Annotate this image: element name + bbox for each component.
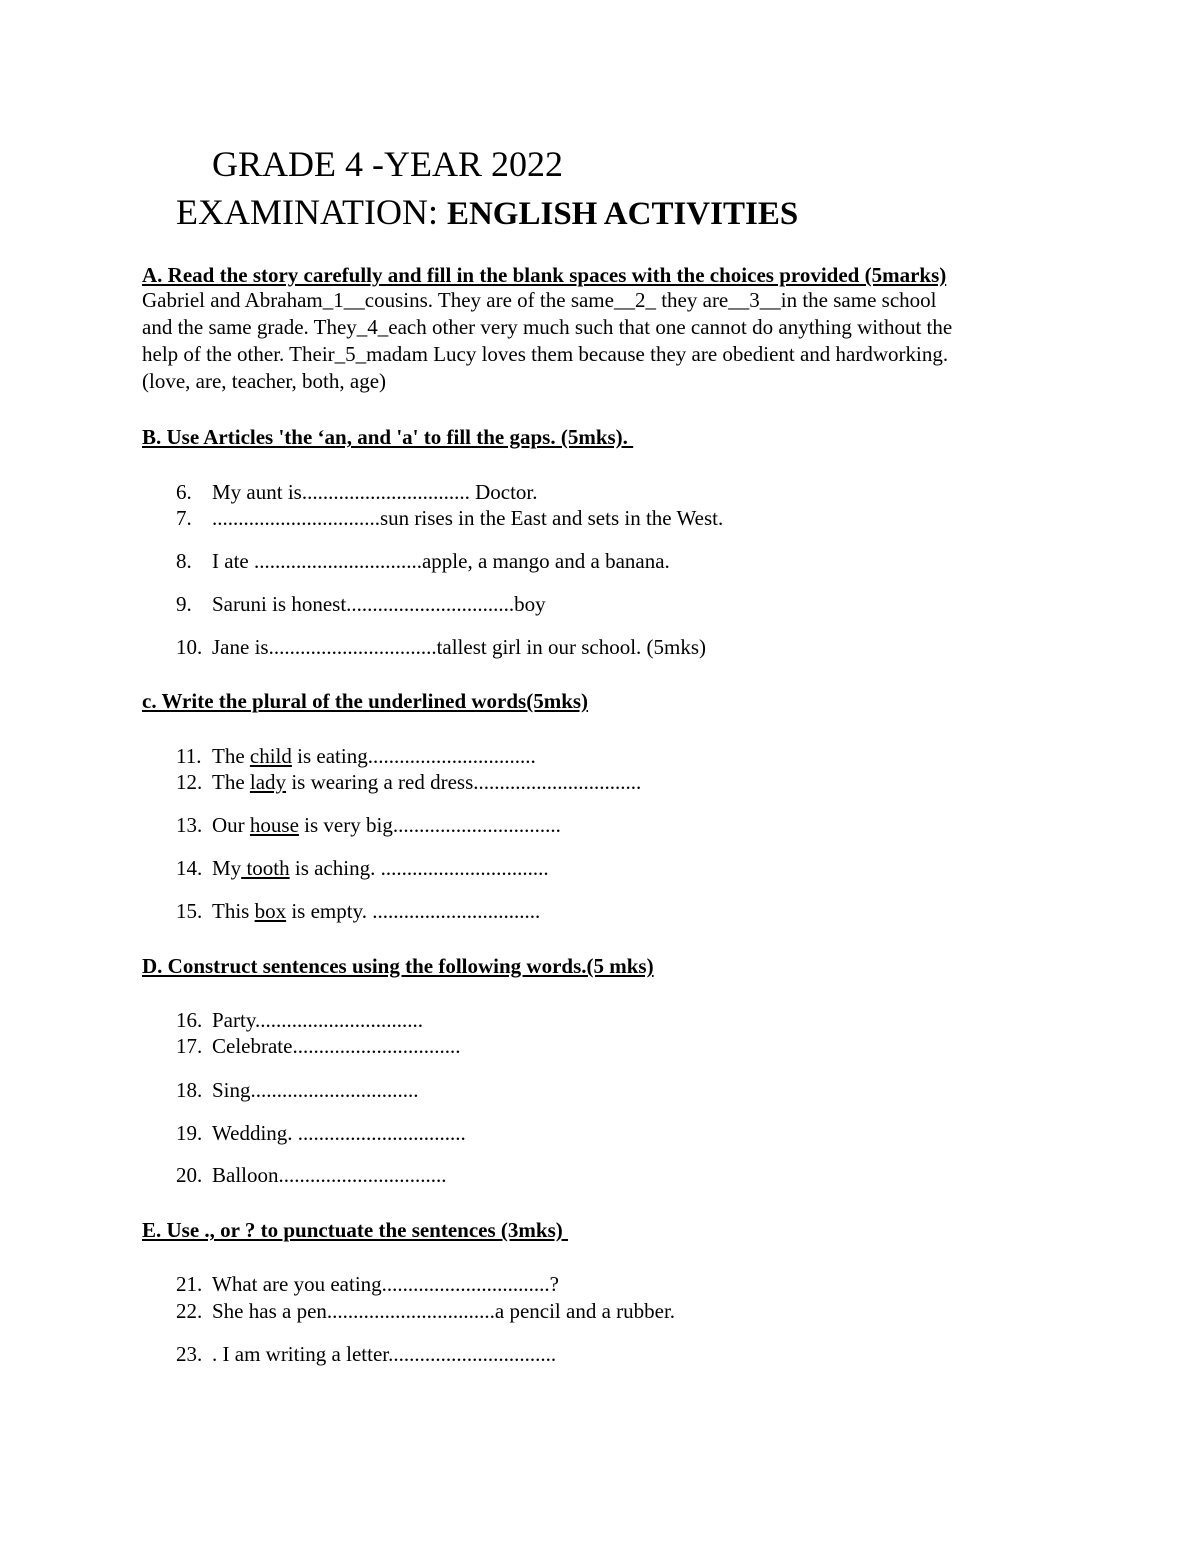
question-text: What are you eating................................? <box>212 1272 559 1296</box>
question-number: 10. <box>176 635 203 659</box>
question-number: 7. <box>176 506 192 530</box>
underlined-word: lady <box>249 770 287 794</box>
question-text: . I am writing a letter................................ <box>212 1342 557 1366</box>
question-number: 14. <box>176 856 203 880</box>
question-text-before: Our <box>212 813 250 837</box>
question-text: Jane is................................tallest girl in our school. (5mks) <box>212 635 707 659</box>
question-item <box>176 743 536 769</box>
question-number: 12. <box>176 770 203 794</box>
exam-title-subject <box>176 194 798 231</box>
question-number: 11. <box>176 744 202 768</box>
question-item <box>176 1007 423 1033</box>
question-item <box>176 505 723 531</box>
question-item <box>176 769 641 795</box>
question-text: Celebrate................................ <box>212 1034 461 1058</box>
section-a-heading: A. Read the story carefully and fill in the blank spaces with the choices provided (5marks) <box>142 263 947 287</box>
question-text-after: is eating................................ <box>291 744 536 768</box>
question-number: 8. <box>176 549 192 573</box>
story-line: Gabriel and Abraham_1__cousins. They are of the same__2_ they are__3__in the same school <box>142 288 937 312</box>
question-number: 20. <box>176 1163 203 1187</box>
question-item <box>176 548 670 574</box>
question-item <box>176 1077 419 1103</box>
section-a-story <box>142 287 1072 395</box>
question-item <box>176 634 706 660</box>
question-number: 6. <box>176 480 192 504</box>
question-text: My aunt is................................ Doctor. <box>212 480 538 504</box>
question-item <box>176 479 538 505</box>
question-item <box>176 591 546 617</box>
section-c-heading: c. Write the plural of the underlined words(5mks) <box>142 689 589 713</box>
question-text: Sing................................ <box>212 1078 419 1102</box>
question-text-before: My <box>212 856 242 880</box>
question-number: 17. <box>176 1034 203 1058</box>
section-e-heading: E. Use ., or ? to punctuate the sentences (3mks) <box>142 1218 568 1242</box>
question-number: 9. <box>176 592 192 616</box>
story-line: help of the other. Their_5_madam Lucy loves them because they are obedient and hardworking. <box>142 342 949 366</box>
question-item <box>176 1120 466 1146</box>
question-text: She has a pen................................a pencil and a rubber. <box>212 1299 676 1323</box>
question-number: 15. <box>176 899 203 923</box>
question-item <box>176 1162 447 1188</box>
story-line: (love, are, teacher, both, age) <box>142 369 387 393</box>
question-text: Saruni is honest................................boy <box>212 592 546 616</box>
question-number: 22. <box>176 1299 203 1323</box>
question-item <box>176 1033 460 1059</box>
question-item <box>176 1341 556 1367</box>
question-number: 23. <box>176 1342 203 1366</box>
question-number: 19. <box>176 1121 203 1145</box>
question-text: Wedding. ................................ <box>212 1121 466 1145</box>
question-text: ................................sun rises in the East and sets in the West. <box>212 506 724 530</box>
question-number: 16. <box>176 1008 203 1032</box>
question-text-after: is wearing a red dress................................ <box>286 770 642 794</box>
story-line: and the same grade. They_4_each other very much such that one cannot do anything without the <box>142 315 953 339</box>
exam-title-grade: GRADE 4 -YEAR 2022 <box>212 144 563 184</box>
underlined-word: house <box>249 813 299 837</box>
underlined-word: box <box>254 899 287 923</box>
question-text-before: This <box>212 899 255 923</box>
question-number: 18. <box>176 1078 203 1102</box>
underlined-word: child <box>249 744 292 768</box>
question-text-before: The <box>212 770 250 794</box>
exam-title-prefix: EXAMINATION: <box>176 192 447 232</box>
section-b-heading: B. Use Articles 'the ‘an, and 'a' to fill the gaps. (5mks). <box>142 425 634 449</box>
question-text-after: is very big................................ <box>298 813 561 837</box>
question-item <box>176 812 561 838</box>
question-item <box>176 1271 559 1297</box>
question-text: Party................................ <box>212 1008 423 1032</box>
question-text-after: is empty. ................................ <box>286 899 541 923</box>
question-number: 13. <box>176 813 203 837</box>
question-text: Balloon................................ <box>212 1163 447 1187</box>
question-text-before: The <box>212 744 250 768</box>
question-number: 21. <box>176 1272 203 1296</box>
question-item <box>176 855 549 881</box>
section-d-heading: D. Construct sentences using the following words.(5 mks) <box>142 954 654 978</box>
question-item <box>176 898 540 924</box>
question-text: I ate ................................apple, a mango and a banana. <box>212 549 670 573</box>
underlined-word: tooth <box>241 856 290 880</box>
question-item <box>176 1298 675 1324</box>
exam-title-subject-name: ENGLISH ACTIVITIES <box>446 196 799 232</box>
question-text-after: is aching. ................................ <box>289 856 549 880</box>
